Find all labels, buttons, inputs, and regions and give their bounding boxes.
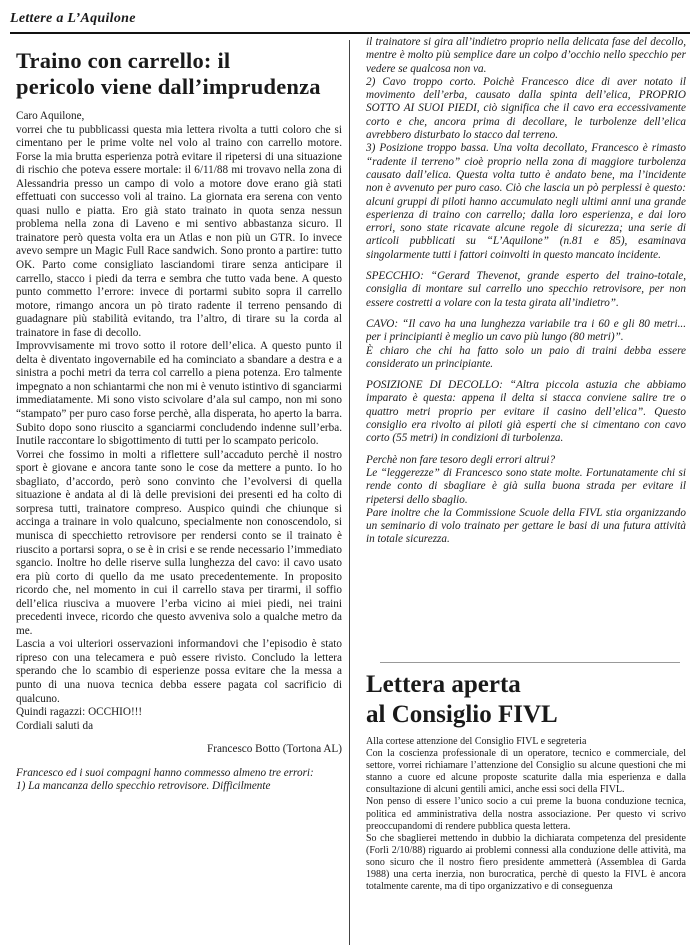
open-letter-title-line-1: Lettera aperta [366, 671, 521, 698]
letter-paragraph: Lascia a voi ulteriori osservazioni informandovi che l’episodio è stato ripreso con una telecamera e può essere rivisto. Concludo la lettera sperando che lo scambio di esperienze possa evitare che la messa a punto di una nuova tecnica debba essere pagata col sacrificio di qualcuno. [16, 638, 342, 705]
left-column [16, 44, 342, 946]
letter-paragraph: Cordiali saluti da [16, 719, 94, 732]
column-divider [349, 40, 350, 945]
reply-closing: Perchè non fare tesoro degli errori altrui? [366, 453, 556, 466]
reply-paragraph: 3) Posizione troppo bassa. Una volta decollato, Francesco è rimasto “radente il terreno” cioè proprio nella zona di maggiore turbolenza causato dall’elica. Questa volta tutto è andato bene, ma l’incidente non è avvenuto per puro caso. Ciò che lascia un pò perplessi è questo: alcuni gruppi di piloti hanno accumulato negli ultimi anni una grande esperienza di traino con carrello; dalla loro esperienza, e dai loro errori, sono state ricavate alcune regole di sicurezza; una serie di articoli pubblicati su “L’Aquilone” (n.81 e 85), esaminava singolarmente tutti i fattori coinvolti in questo mancato incidente. [366, 142, 686, 261]
header-rule [10, 32, 690, 34]
letter-paragraph: Vorrei che fossimo in molti a riflettere sull’accaduto perchè il nostro sport è giovane e ancora tante sono le cose da mettere a punto. Io ho sbagliato, d’accordo, però sono convinto che l’evolversi di quella situazione è andata al di là delle previsioni dei presenti ed ha colto di sorpresa tutti, trainatore compreso. Auspico quindi che chiunque si accinga a trainare in volo qualcuno, specialmente non conoscendolo, si munisca di specchietto retrovisore per rendersi conto se il trainato è riuscito a portarsi sopra, o se è in crisi e se rende necessario l’immediato sgancio. Inoltre ho delle riserve sulla lunghezza del cavo: il cavo usato era più corto di quello da me usato precedentemente. In proposito ricordo che, nel momento in cui il carrello stava per tirarmi, il soffio dell’elica riusciva a muovere l’erba vicino ai miei piedi, nei traini precedenti invece, ricordo che questo avveniva solo a qualche metro da me. [16, 448, 342, 637]
section-rule [380, 662, 680, 663]
reply-paragraph: 2) Cavo troppo corto. Poichè Francesco dice di aver notato il movimento dell’erba, causato dalla spinta dell’elica, PROPRIO SOTTO AI SUOI PIEDI, ciò significa che il cavo era eccessivamente corto e che, ancora prima di decollare, le turbolenze dell’elica avrebbero disturbato lo stacco dal terreno. [366, 75, 686, 142]
open-letter-paragraph: So che sbaglierei mettendo in dubbio la dichiarata competenza del presidente (Forlì 2/10/88) riguardo ai problemi connessi alla conduzione delle attività, ma sono sicuro che il nostro fiero presidente ammetterà (Assemblea di Garda 1988) una certa inerzia, non burocratica, perchè di questo la FIVL è ancora totalmente carente, ma di tipo organizzativo e di conseguenza [366, 832, 686, 893]
open-letter-title [366, 670, 686, 730]
editor-note: Francesco ed i suoi compagni hanno commesso almeno tre errori: [16, 766, 314, 779]
right-column-reply [366, 36, 686, 661]
reply-closing: Le “leggerezze” di Francesco sono state molte. Fortunatamente chi si rende conto di sbagliare è già sulla buona strada per evitare il ripetersi dello sbaglio. [366, 466, 686, 506]
article-title-line-2: pericolo viene dall’imprudenza [16, 74, 321, 99]
open-letter-paragraph: Alla cortese attenzione del Consiglio FIVL e segreteria [366, 736, 587, 747]
reply-paragraph: il trainatore si gira all’indietro proprio nella delicata fase del decollo, mentre è molto più semplice dare un colpo d’occhio nello specchio per vedere se qualcosa non va. [366, 36, 686, 75]
reply-posizione: POSIZIONE DI DECOLLO: “Altra piccola astuzia che abbiamo imparato è questa: appena il delta si stacca conviene salire tre o quattro metri proprio per evitare il casino dell’elica”. Questo consiglio era rivolto ai piloti già esperti che si cimentano con cavo corto (55 metri) in condizioni di turbolenza. [366, 379, 686, 445]
reply-closing: Pare inoltre che la Commissione Scuole della FIVL stia organizzando un seminario di volo trainato per gettare le basi di una futura attività in totale sicurezza. [366, 506, 686, 546]
right-column-open-letter [366, 670, 686, 946]
reply-cavo: CAVO: “Il cavo ha una lunghezza variabile tra i 60 e gli 80 metri... per i principianti è meglio un cavo più lungo (80 metri)”. [366, 317, 686, 344]
open-letter-title-line-2: al Consiglio FIVL [366, 701, 558, 728]
letter-paragraph: vorrei che tu pubblicassi questa mia lettera rivolta a tutti coloro che si cimentano per le prime volte nel volo al traino con carrello motore. Forse la mia brutta esperienza potrà evitare il ripetersi di una situazione di rischio che poteva essere mortale: il 6/11/88 mi trovavo nella zona di Alessandria presso un campo di volo a motore dove erano già stati effettuati con successo voli al traino. La giornata era serena con vento quasi nullo e piatta. Ero già stato trainato in quota senza nessun problema nella zona di Laveno e mi sentivo abbastanza sicuro. Il trainatore però questa volta era un Atlas e non più un GTR. Io invece avevo sempre un Magic Full Race sandwich. Sono pronto a partire: tutto OK. Parto come consigliato lasciandomi tirare senza anticipare il carrello, stacco i piedi da terra e sembra che tutto vada bene. A questo punto commetto l’errore: invece di portarmi subito sopra il carrello motore, rimango ancora un pò tirato radente il terreno pensando di guadagnare più stabilità evitando, tra l’altro, di tirare su la corda al trainatore in fase di decollo. [16, 123, 342, 339]
article-title [16, 48, 342, 100]
section-title: Lettere a L’Aquilone [10, 11, 136, 26]
reply-specchio: SPECCHIO: “Gerard Thevenot, grande esperto del traino-totale, consiglia di montare sul carrello uno specchio retrovisore, per non essere costretti a volare con la testa girata all’indietro”. [366, 270, 686, 309]
letter-paragraph: Quindi ragazzi: OCCHIO!!! [16, 706, 143, 719]
open-letter-paragraph: Con la coscienza professionale di un operatore, tecnico e commerciale, del settore, vorrei richiamare l’attenzione del Consiglio su alcune questioni che mi stanno a cuore ed alcune proposte scaturite dalla mia esperienza e dalla consultazione di alcuni gentili amici, anche essi soci della FIVL. [366, 748, 686, 796]
reply-cavo-note: È chiaro che chi ha fatto solo un paio di traini debba essere considerato un principiante. [366, 344, 686, 370]
page-header [10, 10, 690, 32]
letter-signature: Francesco Botto (Tortona AL) [207, 743, 342, 756]
letter-paragraph: Improvvisamente mi trovo sotto il rotore dell’elica. A questo punto il delta è diventato ingovernabile ed ha cominciato a sbandare a destra e a sinistra a pochi metri da terra col carrello a piena potenza. Ero talmente impegnato a non schiantarmi che non mi è venuto istintivo di sganciarmi immediatamente. Mi sono visto scivolare d’ala sul campo, non mi sono “stampato” per puro caso forse perchè, alla disperata, ho aperto la barra. Subito dopo sono riuscito a sganciarmi concludendo indenne sull’erba. Inutile raccontare lo sbigottimento di tutti per lo scampato pericolo. [16, 340, 342, 448]
letter-greeting: Caro Aquilone, [16, 110, 85, 122]
editor-note-item: 1) La mancanza dello specchio retrovisore. Difficilmente [16, 780, 271, 793]
article-title-line-1: Traino con carrello: il [16, 48, 231, 73]
open-letter-paragraph: Non penso di essere l’unico socio a cui preme la buona conduzione tecnica, politica ed amministrativa della nostra associazione. Per questo vi scrivo preoccupandomi di rendere pubblica questa lettera. [366, 796, 686, 832]
